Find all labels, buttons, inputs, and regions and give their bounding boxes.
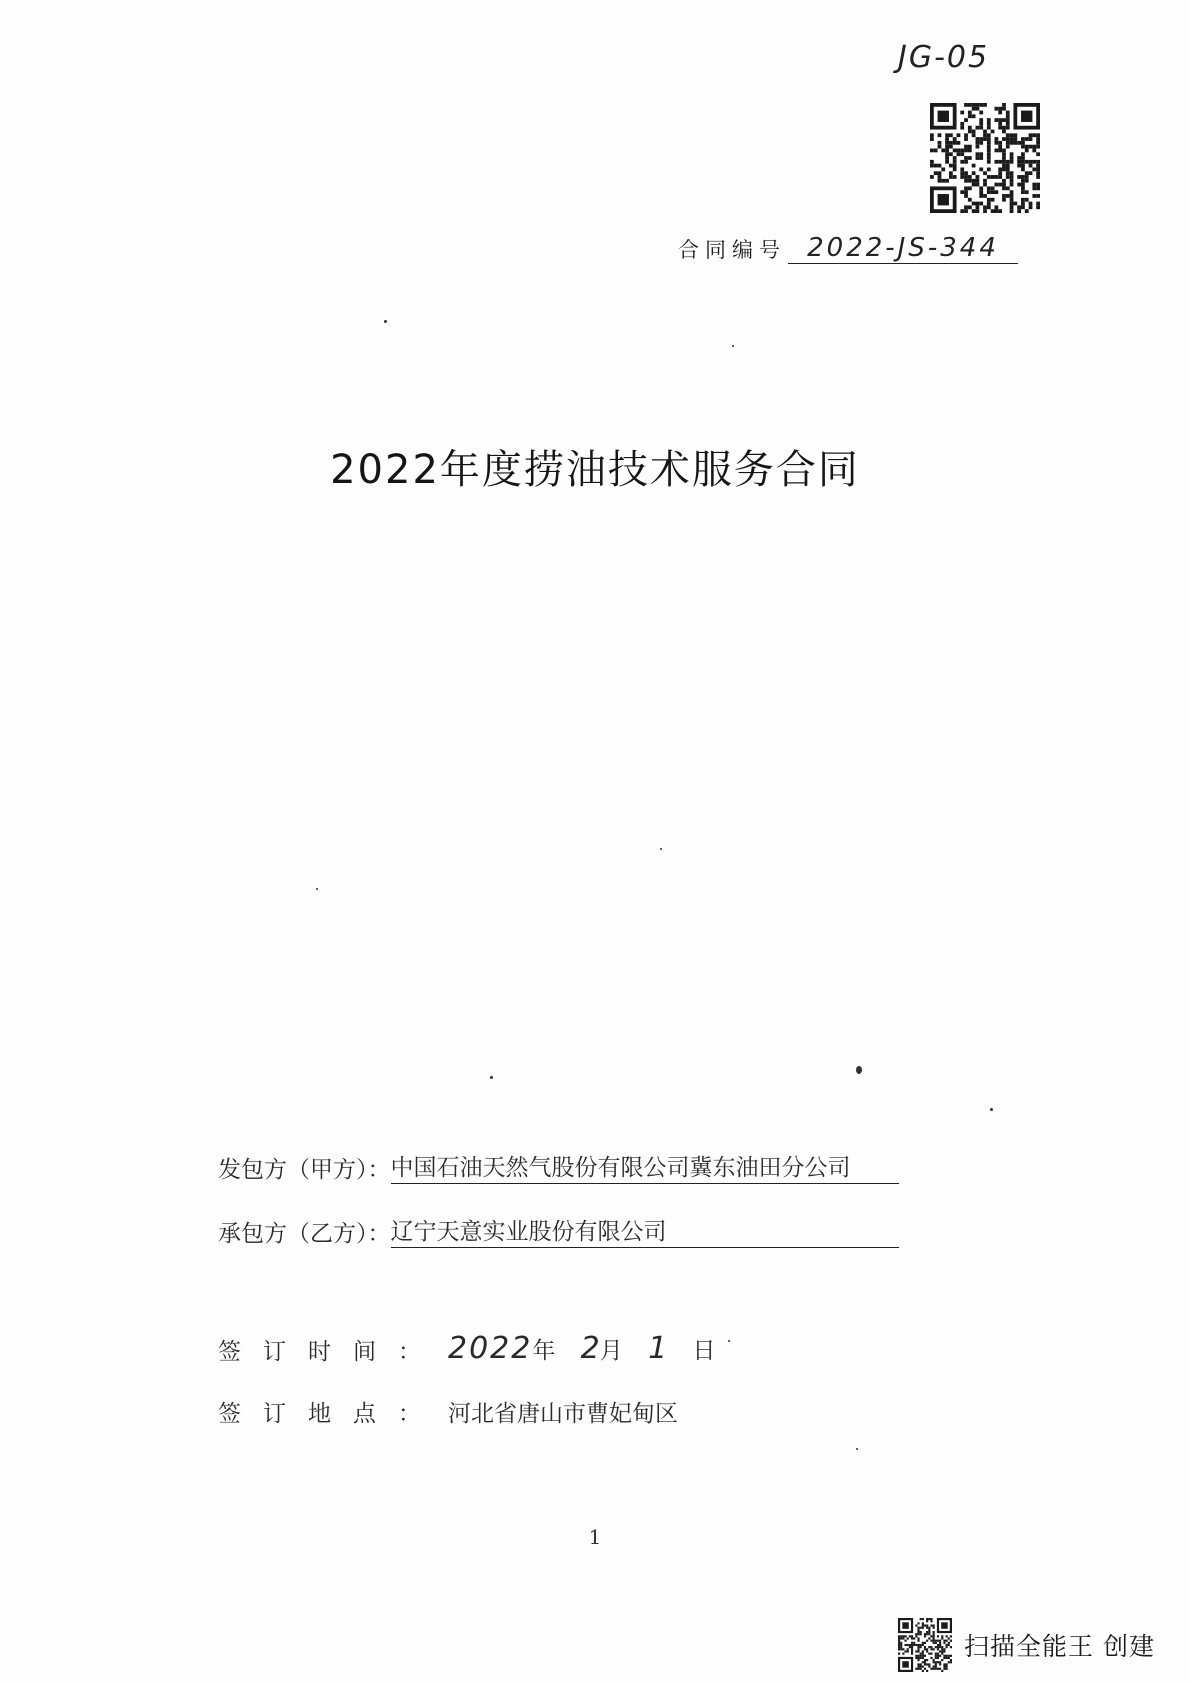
qr-code-icon (930, 103, 1040, 213)
signing-year: 2022 (448, 1331, 533, 1366)
scanner-watermark (898, 1618, 1155, 1672)
scan-speck (660, 848, 662, 850)
scan-speck (728, 1340, 730, 1342)
party-a-value: 中国石油天然气股份有限公司冀东油田分公司 (391, 1153, 899, 1184)
signing-place-label: 签订地点： (218, 1401, 443, 1427)
signing-place-value: 河北省唐山市曹妃甸区 (448, 1401, 678, 1427)
party-a-row (218, 1146, 899, 1184)
signing-time-label: 签订时间： (218, 1339, 443, 1365)
signing-year-unit: 年 (532, 1338, 556, 1364)
signing-time-value (448, 1331, 715, 1366)
scan-speck (490, 1076, 493, 1079)
contract-number-label: 合同编号 (678, 238, 786, 262)
page-number: 1 (588, 1525, 602, 1549)
scan-speck (856, 1066, 862, 1074)
party-a-label: 发包方（甲方）： (218, 1157, 391, 1183)
handwritten-mark: JG-05 (898, 40, 990, 75)
contract-number (678, 228, 1038, 264)
scan-speck (990, 1108, 993, 1111)
signing-month-unit: 月 (599, 1338, 623, 1364)
contract-number-value: 2022-JS-344 (788, 233, 1018, 264)
scan-speck (384, 320, 387, 323)
signing-day: 1 (648, 1331, 668, 1366)
scan-speck (856, 1448, 858, 1450)
qr-code-icon (898, 1618, 952, 1672)
party-b-label: 承包方（乙方）： (218, 1221, 391, 1247)
scan-speck (316, 888, 318, 890)
signing-month: 2 (580, 1331, 600, 1366)
page-title: 2022年度捞油技术服务合同 (330, 447, 860, 493)
signing-time-row (218, 1328, 715, 1366)
scan-speck (732, 345, 734, 347)
scanner-watermark-text: 扫描全能王 创建 (964, 1632, 1155, 1661)
party-b-value: 辽宁天意实业股份有限公司 (391, 1217, 899, 1248)
signing-day-unit: 日 (692, 1338, 716, 1364)
signing-place-row (218, 1390, 678, 1428)
party-b-row (218, 1210, 899, 1248)
